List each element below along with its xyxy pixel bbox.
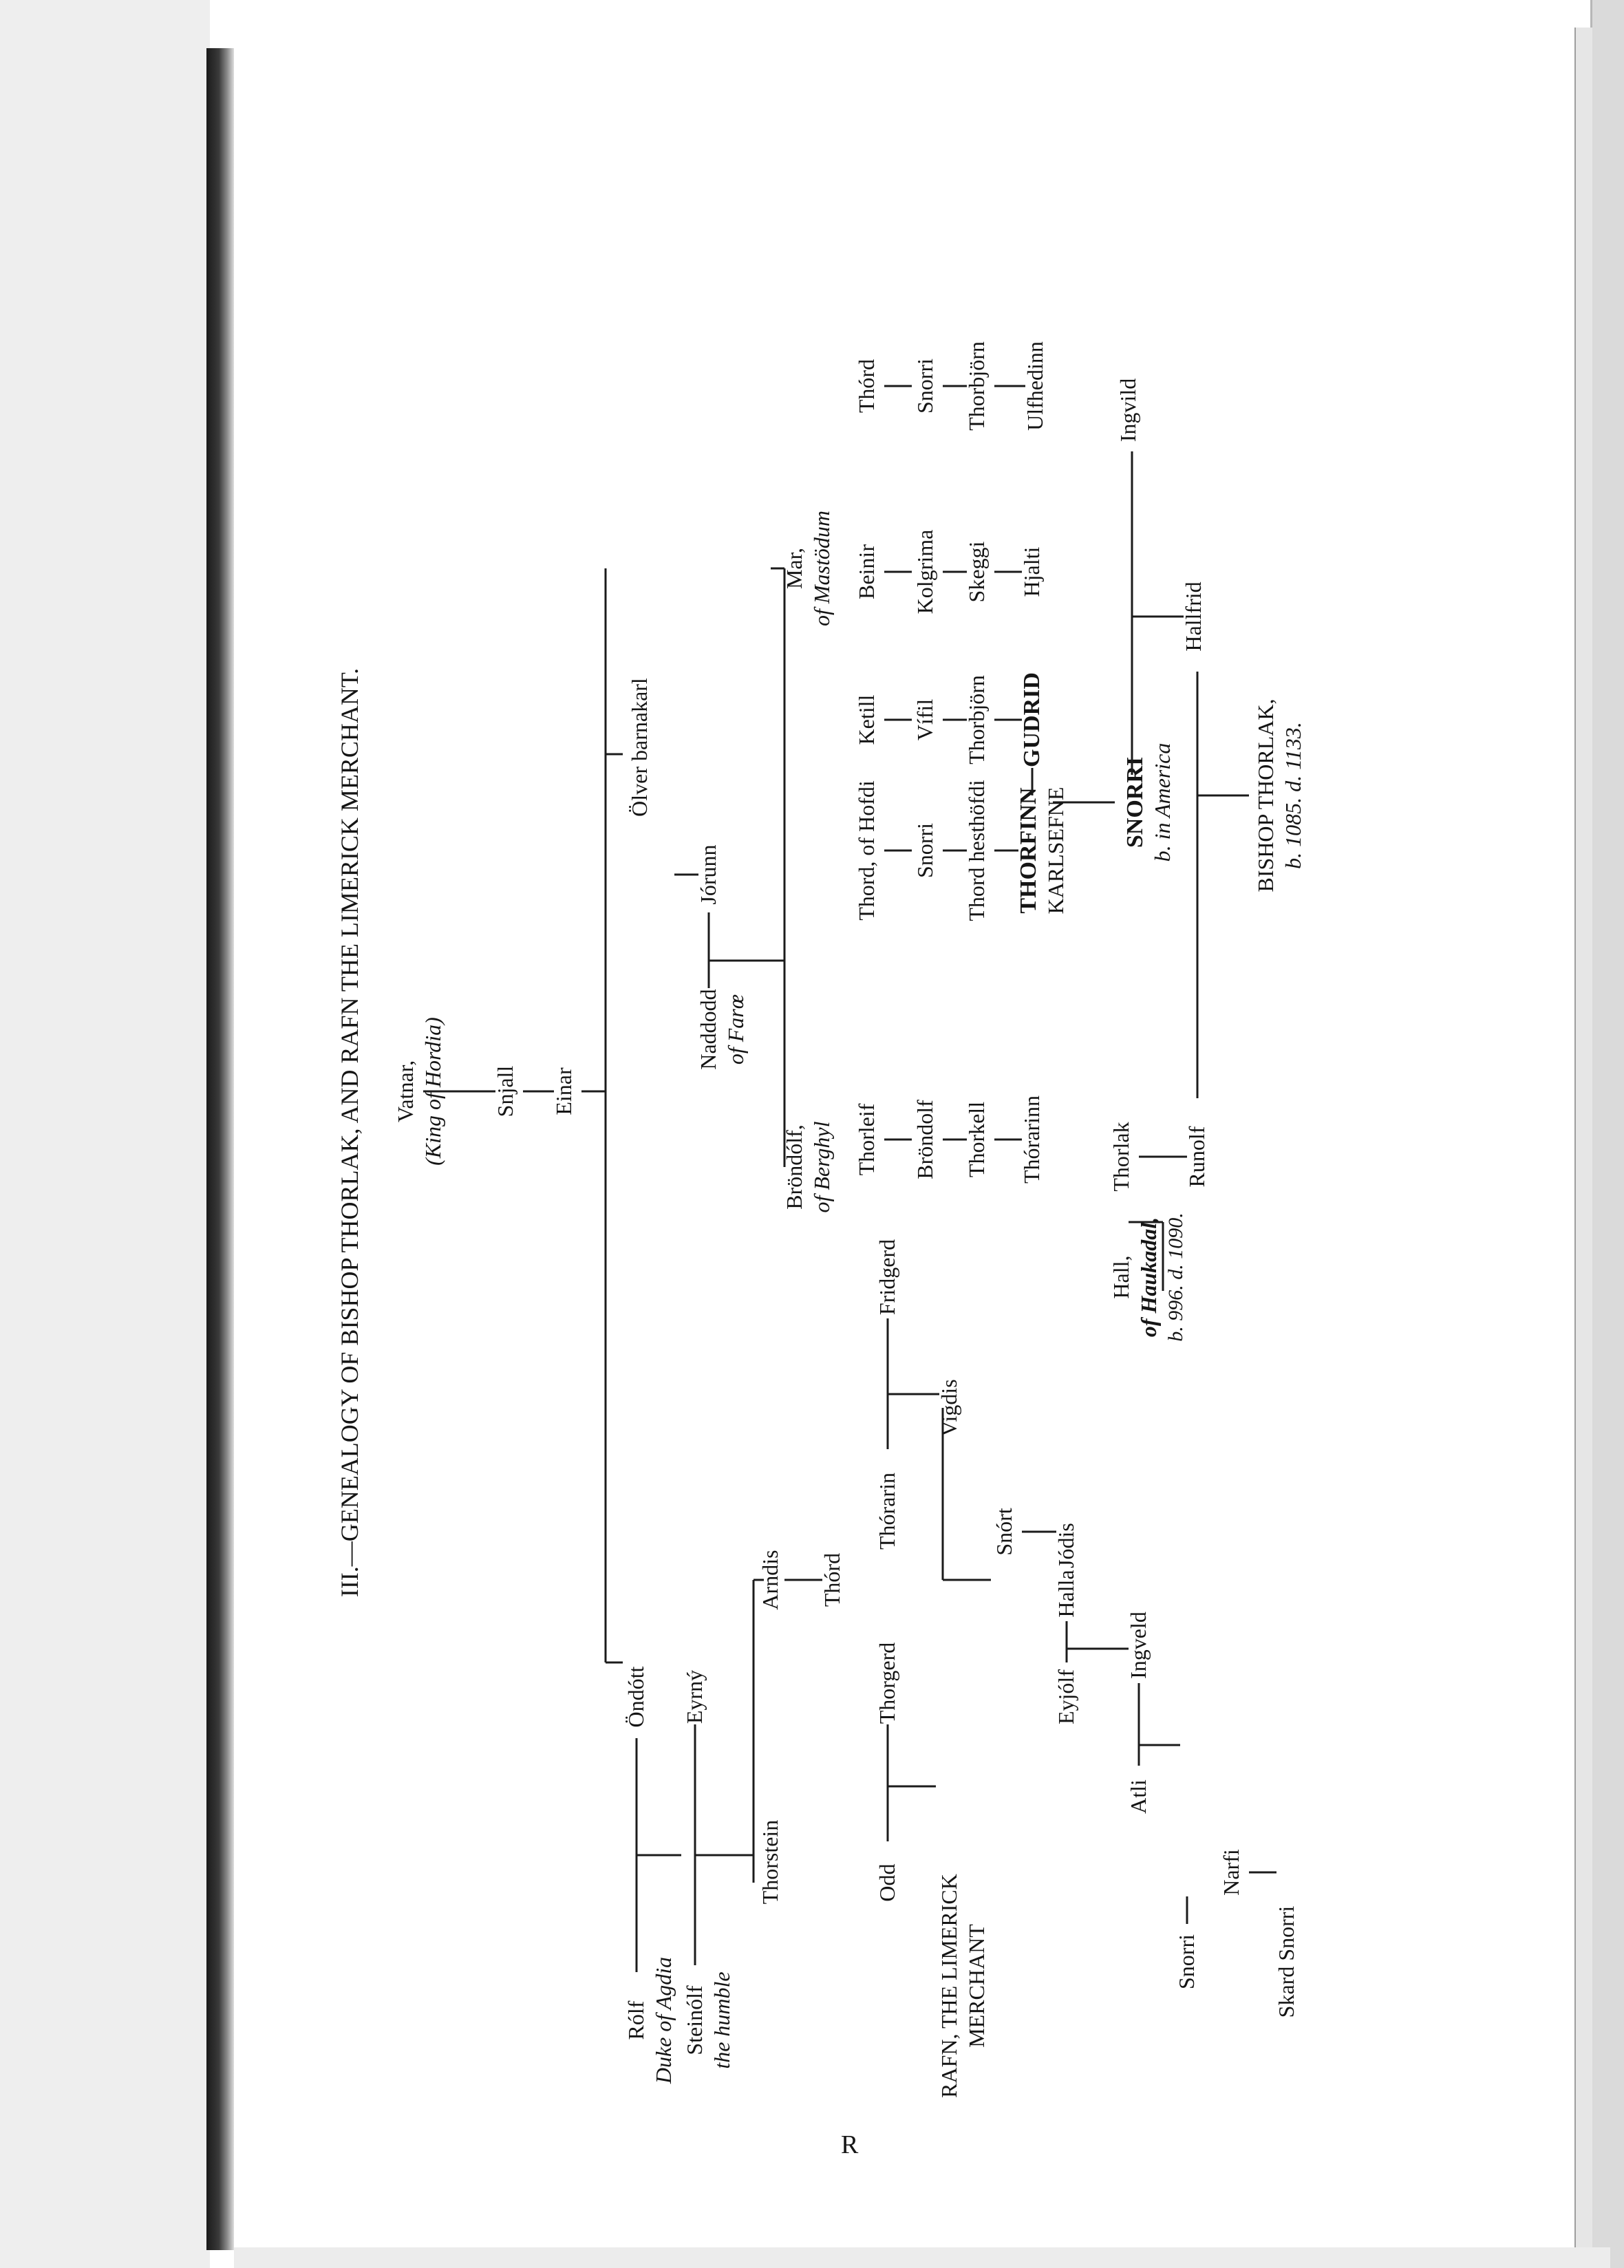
- diagram-title: III.—GENEALOGY OF BISHOP THORLAK, AND RAFN THE LIMERICK MERCHANT.: [336, 667, 363, 1598]
- person-jodis: Jódis: [1054, 1523, 1078, 1568]
- person-bishop-note: b. 1085. d. 1133.: [1281, 722, 1305, 869]
- person-rafn: RAFN, THE LIMERICK: [937, 1874, 961, 2098]
- person-hall-dates: b. 996. d. 1090.: [1164, 1212, 1187, 1342]
- person-thord-b: Thord, of Hofdi: [854, 780, 879, 921]
- person-halla: Halla: [1054, 1570, 1078, 1618]
- person-thord-d: Thórd: [854, 359, 879, 414]
- person-thord-a: Thórd: [820, 1552, 844, 1607]
- person-skard-snorri: Skard Snorri: [1274, 1905, 1299, 2018]
- person-snjall: Snjall: [493, 1065, 517, 1117]
- page-folio: R: [841, 2130, 859, 2159]
- person-rafn-note: MERCHANT: [964, 1924, 989, 2048]
- person-snorri-a: Snorri: [1174, 1934, 1199, 1989]
- person-brondolf-a: Bröndólf,: [782, 1124, 806, 1210]
- person-hallfrid: Hallfrid: [1181, 581, 1206, 652]
- person-snorri-d-note: b. in America: [1150, 742, 1175, 862]
- person-thorbjorn-a: Thorbjörn: [964, 675, 989, 764]
- person-kolgrima: Kolgrima: [912, 529, 937, 614]
- person-brondolf-a-note: of Berghyl: [809, 1121, 834, 1213]
- person-arndis: Arndis: [758, 1550, 782, 1610]
- person-thorbjorn-b: Thorbjörn: [964, 341, 989, 431]
- person-fridgerd: Fridgerd: [875, 1239, 899, 1316]
- person-thorstein: Thorstein: [758, 1819, 782, 1905]
- person-skeggi: Skeggi: [964, 541, 989, 603]
- person-olver: Ölver barnakarl: [627, 678, 652, 817]
- person-mar-note: of Mastödum: [809, 511, 834, 626]
- person-steinolf: Steinólf: [682, 1985, 707, 2055]
- person-thorgerd: Thorgerd: [875, 1642, 899, 1724]
- person-beinir: Beinir: [854, 544, 879, 599]
- person-bishop: BISHOP THORLAK,: [1253, 698, 1278, 892]
- person-vifil: Vífil: [912, 698, 937, 741]
- person-ondott: Öndótt: [623, 1666, 648, 1728]
- person-hall-note: of Haukadal,: [1136, 1217, 1161, 1338]
- person-naddodd-note: of Farœ: [723, 994, 748, 1065]
- person-runolf: Runolf: [1184, 1126, 1209, 1188]
- person-thord-c: Thord hesthöfdi: [964, 780, 989, 921]
- person-brondolf-b: Bröndolf: [912, 1100, 937, 1179]
- person-mar: Mar,: [782, 547, 806, 590]
- person-einar: Einar: [551, 1067, 576, 1115]
- person-atli: Atli: [1126, 1779, 1151, 1814]
- person-gudrid: GUDRID: [1019, 672, 1045, 767]
- person-snort: Snórt: [992, 1508, 1016, 1556]
- person-ingveld: Ingveld: [1126, 1612, 1151, 1679]
- person-ingvild: Ingvild: [1115, 378, 1140, 442]
- person-vatnar-note: (King of Hordia): [420, 1017, 445, 1166]
- person-odd: Odd: [875, 1863, 899, 1902]
- person-ketill: Ketill: [854, 694, 879, 745]
- person-hall: Hall,: [1109, 1255, 1133, 1299]
- person-snorri-d: SNORRI: [1122, 756, 1148, 848]
- person-rolf: Rólf: [623, 2000, 648, 2040]
- person-hjalti: Hjalti: [1019, 546, 1044, 597]
- person-snorri-b: Snorri: [912, 823, 937, 878]
- person-naddodd: Naddodd: [696, 989, 720, 1070]
- person-thorkell: Thorkell: [964, 1101, 989, 1178]
- person-steinolf-note: the humble: [709, 1971, 734, 2069]
- person-thorfinn: THORFINN: [1016, 787, 1041, 914]
- person-eyrny: Eyrný: [682, 1669, 707, 1724]
- person-narfi: Narfi: [1219, 1849, 1243, 1896]
- person-ulfhedinn: Ulfhedinn: [1023, 341, 1047, 431]
- person-thorfinn-note: KARLSEFNE: [1043, 787, 1068, 914]
- person-jorunn: Jórunn: [696, 844, 720, 905]
- person-thorarin: Thórarin: [875, 1473, 899, 1550]
- person-rolf-note: Duke of Agdia: [651, 1956, 676, 2084]
- person-thorarinn: Thórarinn: [1019, 1095, 1044, 1184]
- person-vatnar: Vatnar,: [393, 1060, 418, 1123]
- person-thorleif: Thorleif: [854, 1103, 879, 1176]
- person-thorlak: Thorlak: [1109, 1122, 1133, 1192]
- person-eyjolf: Eyjólf: [1054, 1669, 1078, 1724]
- person-vigdis: Vigdis: [937, 1379, 961, 1437]
- person-snorri-c: Snorri: [912, 359, 937, 414]
